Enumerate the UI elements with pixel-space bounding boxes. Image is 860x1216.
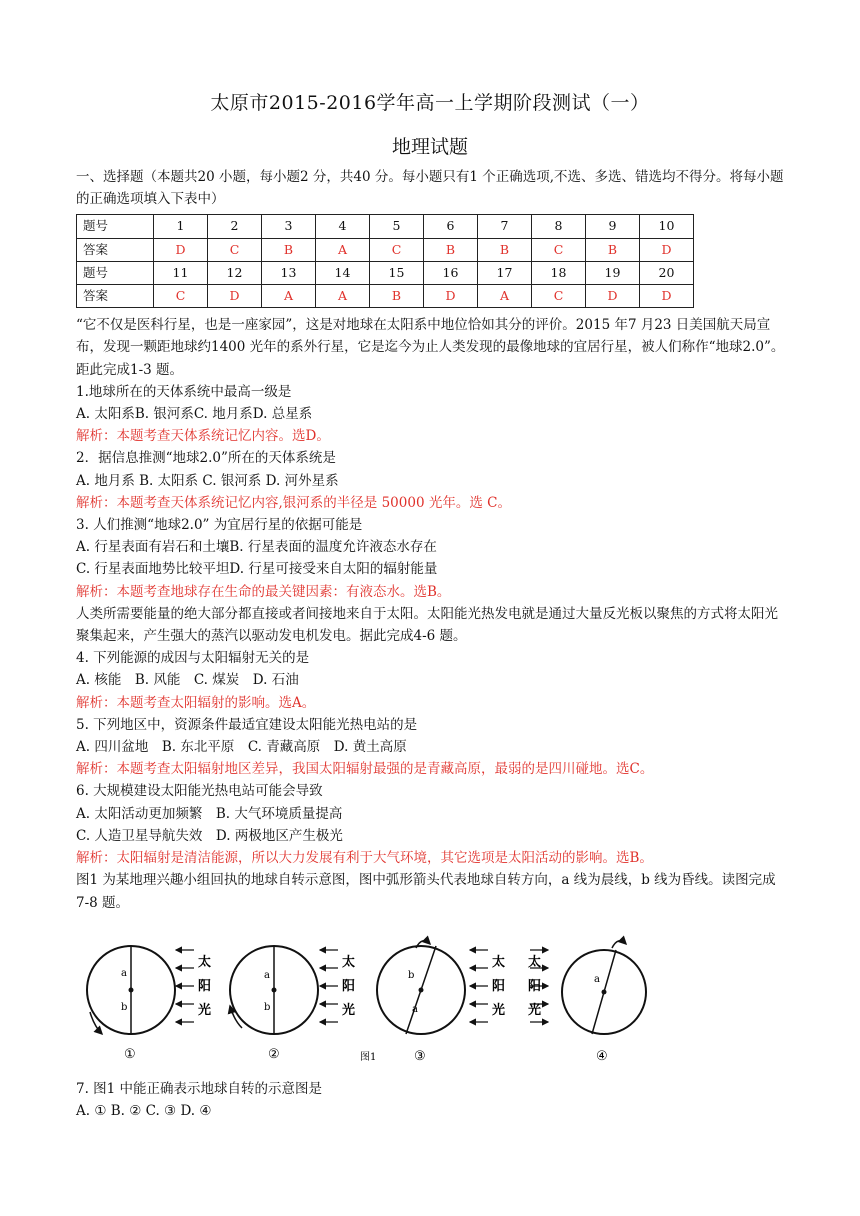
question-number-cell: 3: [262, 215, 316, 238]
answer-cell: B: [370, 285, 424, 308]
question-number-cell: 9: [586, 215, 640, 238]
panel-3-sun-3: 光: [492, 1002, 506, 1018]
question-number-cell: 18: [532, 261, 586, 284]
question-number-cell: 4: [316, 215, 370, 238]
row-label-question: 题号: [77, 215, 154, 238]
question-6-options-ab: A. 太阳活动更加频繁 B. 大气环境质量提高: [76, 805, 343, 822]
question-2-options: A. 地月系 B. 太阳系 C. 银河系 D. 河外星系: [76, 472, 339, 489]
panel-1-sun-1: 太: [198, 954, 212, 970]
exam-body: [76, 166, 788, 1122]
answer-table-answer-row: [77, 238, 694, 261]
answer-cell: D: [586, 285, 640, 308]
panel-3-line-b: b: [408, 969, 415, 981]
answer-cell: B: [262, 238, 316, 261]
question-3-analysis: 解析：本题考查地球存在生命的最关键因素：有液态水。选B。: [76, 583, 451, 600]
figure-1-earth-rotation: [76, 928, 788, 1074]
question-number-cell: 13: [262, 261, 316, 284]
question-4-analysis: 解析：本题考查太阳辐射的影响。选A。: [76, 694, 316, 711]
panel-4: [528, 941, 646, 1064]
passage-3: 图1 为某地理兴趣小组回执的地球自转示意图，图中弧形箭头代表地球自转方向，a 线为晨线，b 线为昏线。读图完成7-8 题。: [76, 872, 776, 911]
panel-2: [230, 946, 355, 1062]
answer-table-answer-row: [77, 285, 694, 308]
panel-2-label: ②: [268, 1046, 280, 1062]
question-5-analysis: 解析：本题考查太阳辐射地区差异，我国太阳辐射最强的是青藏高原，最弱的是四川碰地。选C。: [76, 761, 654, 778]
question-4-options: A. 核能 B. 风能 C. 煤炭 D. 石油: [76, 672, 299, 689]
panel-1: [87, 946, 211, 1062]
row-label-answer: 答案: [77, 285, 154, 308]
question-6-analysis: 解析：太阳辐射是清洁能源，所以大力发展有利于大气环境，其它选项是太阳活动的影响。选B。: [76, 850, 653, 867]
row-label-answer: 答案: [77, 238, 154, 261]
panel-3-label: ③: [414, 1048, 426, 1064]
question-number-cell: 20: [640, 261, 694, 284]
question-number-cell: 15: [370, 261, 424, 284]
question-6-options-cd: C. 人造卫星导航失效 D. 两极地区产生极光: [76, 827, 343, 844]
answer-table-question-row: [77, 215, 694, 238]
question-number-cell: 7: [478, 215, 532, 238]
answer-cell: C: [370, 238, 424, 261]
answer-cell: D: [208, 285, 262, 308]
question-number-cell: 8: [532, 215, 586, 238]
row-label-question: 题号: [77, 261, 154, 284]
question-number-cell: 17: [478, 261, 532, 284]
question-1-analysis: 解析：本题考查天体系统记忆内容。选D。: [76, 428, 330, 445]
panel-4-line-a: a: [594, 973, 600, 985]
panel-4-sun-1: 太: [528, 954, 542, 970]
answer-cell: C: [532, 285, 586, 308]
question-number-cell: 11: [154, 261, 208, 284]
answer-cell: D: [640, 285, 694, 308]
answer-cell: C: [154, 285, 208, 308]
figure-svg: [76, 928, 788, 1074]
question-number-cell: 5: [370, 215, 424, 238]
answer-cell: C: [532, 238, 586, 261]
question-7: 7. 图1 中能正确表示地球自转的示意图是: [76, 1080, 323, 1097]
answer-table: [76, 214, 694, 308]
panel-2-sun-2: 阳: [342, 978, 356, 994]
answer-cell: A: [262, 285, 316, 308]
section-intro: 一、选择题（本题共20 小题，每小题2 分，共40 分。每小题只有1 个正确选项,不选、多选、错选均不得分。将每小题的正确选项填入下表中）: [76, 169, 784, 208]
question-4: 4. 下列能源的成因与太阳辐射无关的是: [76, 650, 310, 667]
question-3: 3. 人们推测“地球2.0” 为宜居行星的依据可能是: [76, 517, 363, 534]
question-number-cell: 19: [586, 261, 640, 284]
panel-1-sun-2: 阳: [198, 978, 212, 994]
answer-cell: A: [316, 238, 370, 261]
page-subtitle: 地理试题: [391, 136, 468, 158]
panel-4-sun-2: 阳: [528, 978, 542, 994]
question-2: 2．据信息推测“地球2.0”所在的天体系统是: [76, 450, 336, 467]
panel-1-sun-3: 光: [198, 1002, 212, 1018]
passage-1: “它不仅是医科行星，也是一座家园”，这是对地球在太阳系中地位恰如其分的评价。2015 年7 月23 日美国航天局宣布，发现一颗距地球约1400 光年的系外行星，它是迄今为止人类发现的最像地球的宜居行星，被人们称作“地球2.0”。距此完成1-3 题。: [76, 317, 785, 378]
figure-caption: 图1: [360, 1051, 377, 1063]
answer-cell: A: [316, 285, 370, 308]
answer-cell: B: [586, 238, 640, 261]
panel-3: [360, 941, 505, 1064]
answer-cell: B: [424, 238, 478, 261]
answer-cell: D: [640, 238, 694, 261]
question-number-cell: 10: [640, 215, 694, 238]
question-number-cell: 1: [154, 215, 208, 238]
panel-1-line-b: b: [121, 1001, 128, 1013]
question-number-cell: 6: [424, 215, 478, 238]
panel-2-sun-3: 光: [342, 1002, 356, 1018]
question-number-cell: 16: [424, 261, 478, 284]
question-5-options: A. 四川盆地 B. 东北平原 C. 青藏高原 D. 黄土高原: [76, 739, 407, 756]
question-number-cell: 12: [208, 261, 262, 284]
answer-table-question-row: [77, 261, 694, 284]
question-number-cell: 14: [316, 261, 370, 284]
panel-4-sun-3: 光: [528, 1002, 542, 1018]
question-2-analysis: 解析：本题考查天体系统记忆内容,银河系的半径是 50000 光年。选 C。: [76, 494, 511, 511]
question-6: 6. 大规模建设太阳能光热电站可能会导致: [76, 783, 323, 800]
panel-3-line-a: a: [412, 1003, 418, 1015]
panel-3-sun-2: 阳: [492, 978, 506, 994]
panel-1-line-a: a: [121, 967, 127, 979]
question-1: 1.地球所在的天体系统中最高一级是: [76, 383, 292, 400]
page-title: 太原市2015-2016学年高一上学期阶段测试（一）: [210, 92, 650, 114]
panel-2-line-a: a: [264, 969, 270, 981]
rotation-arrow-icon: [612, 941, 626, 948]
answer-cell: A: [478, 285, 532, 308]
answer-cell: B: [478, 238, 532, 261]
panel-3-sun-1: 太: [492, 954, 506, 970]
panel-4-label: ④: [596, 1048, 608, 1064]
question-5: 5. 下列地区中，资源条件最适宜建设太阳能光热电站的是: [76, 716, 418, 733]
question-number-cell: 2: [208, 215, 262, 238]
question-1-options: A. 太阳系B. 银河系C. 地月系D. 总星系: [76, 406, 313, 423]
answer-cell: D: [154, 238, 208, 261]
panel-1-label: ①: [124, 1046, 136, 1062]
question-7-options: A. ① B. ② C. ③ D. ④: [76, 1102, 212, 1119]
question-3-options-cd: C. 行星表面地势比较平坦D. 行星可接受来自太阳的辐射能量: [76, 561, 438, 578]
answer-cell: D: [424, 285, 478, 308]
panel-2-sun-1: 太: [342, 954, 356, 970]
answer-cell: C: [208, 238, 262, 261]
question-3-options-ab: A. 行星表面有岩石和土壤B. 行星表面的温度允许液态水存在: [76, 539, 437, 556]
panel-2-line-b: b: [264, 1001, 271, 1013]
passage-2: 人类所需要能量的绝大部分都直接或者间接地来自于太阳。太阳能光热发电就是通过大量反光板以聚焦的方式将太阳光聚集起来，产生强大的蒸汽以驱动发电机发电。据此完成4-6 题。: [76, 605, 778, 645]
